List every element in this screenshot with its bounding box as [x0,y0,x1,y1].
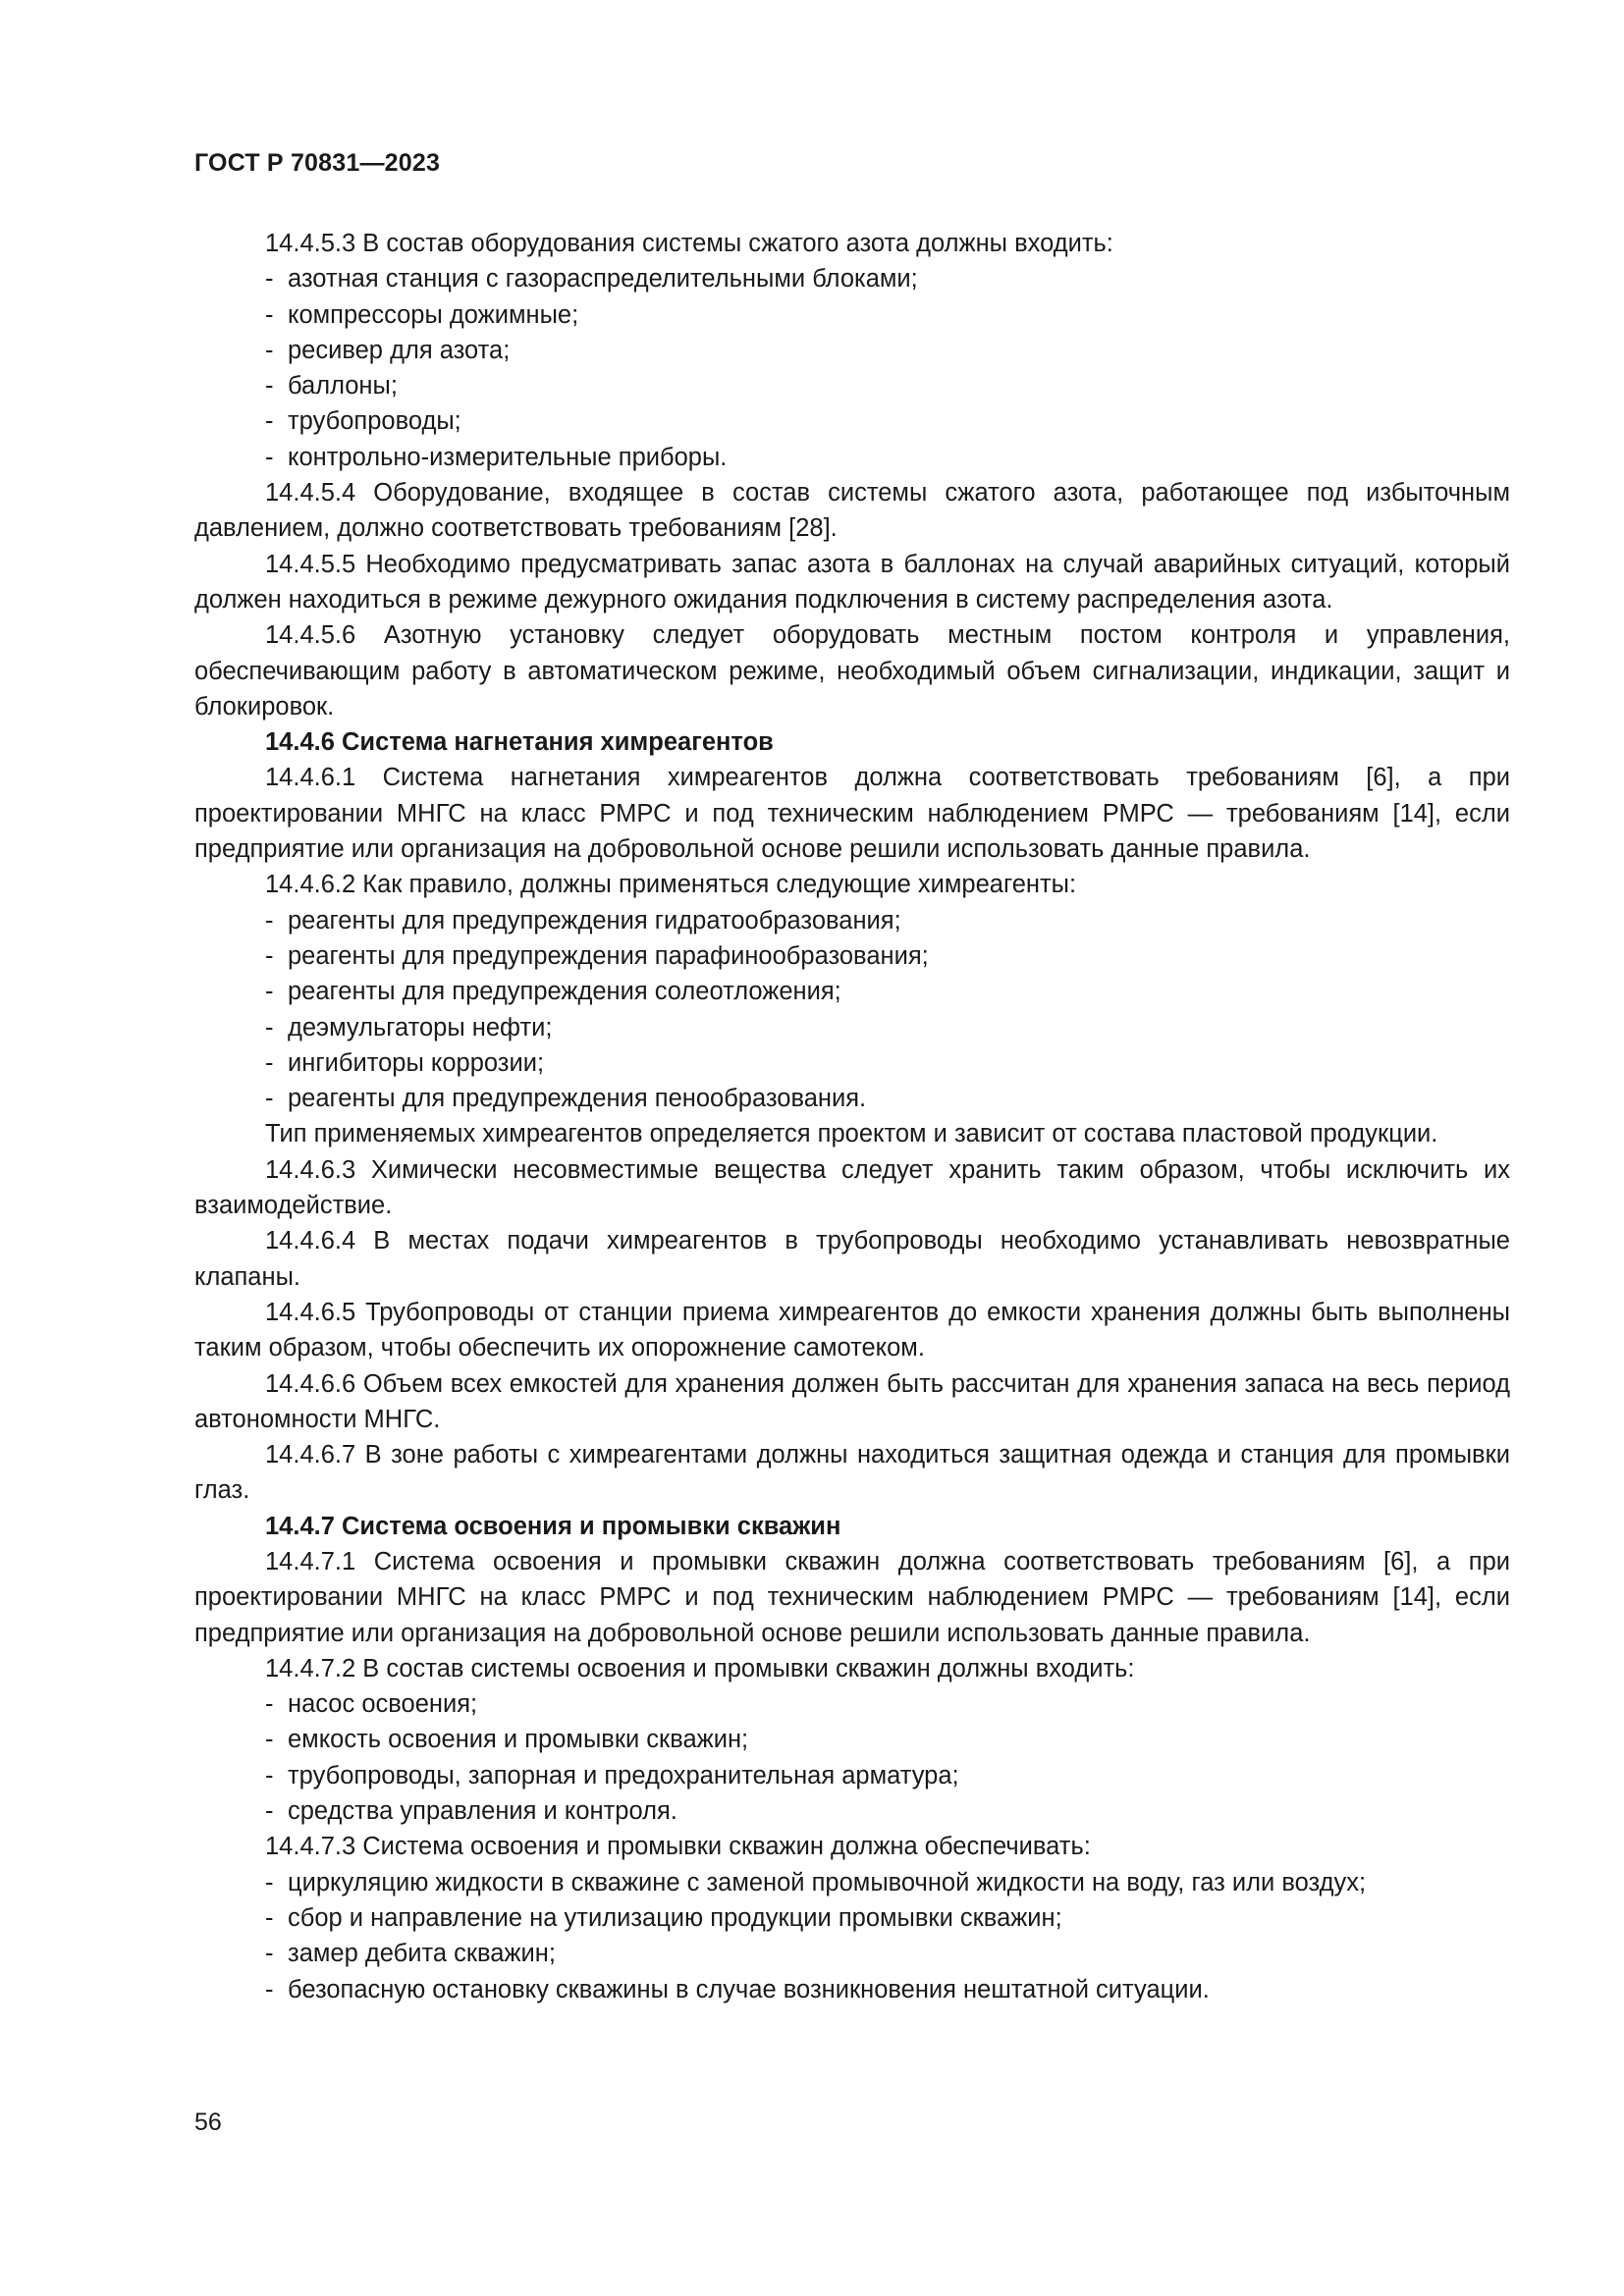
paragraph: 14.4.7.1 Система освоения и промывки скважин должна соответствовать требованиям [6], а при проектировании МНГС на класс РМРС и под техническим наблюдением РМРС — требованиям [14], если предприятие или организация на добровольной основе решили использовать данные правила. [194,1547,1510,1647]
list-marker: - [265,1797,274,1826]
paragraph: 14.4.5.4 Оборудование, входящее в состав системы сжатого азота, работающее под избыточным давлением, должно соответствовать требованиям [28]. [194,479,1510,543]
paragraph: 14.4.5.6 Азотную установку следует оборудовать местным постом контроля и управления, обеспечивающим работу в автоматическом режиме, необходимый объем сигнализации, индикации, защит и блокировок. [194,621,1510,721]
list-item-text: реагенты для предупреждения парафинообразования; [288,941,929,970]
paragraph: 14.4.6.4 В местах подачи химреагентов в трубопроводы необходимо устанавливать невозвратные клапаны. [194,1227,1510,1291]
document-code-header: ГОСТ Р 70831—2023 [194,149,441,177]
paragraph: 14.4.5.3 В состав оборудования системы сжатого азота должны входить: [265,230,1113,257]
paragraph: 14.4.6.7 В зоне работы с химреагентами должны находиться защитная одежда и станция для промывки глаз. [194,1441,1510,1505]
list-marker: - [265,443,274,471]
paragraph: 14.4.6.5 Трубопроводы от станции приема химреагентов до емкости хранения должны быть выполнены таким образом, чтобы обеспечить их опорожнение самотеком. [194,1298,1510,1362]
document-body [194,226,1510,2007]
list-item-text: средства управления и контроля. [288,1797,677,1826]
list-marker: - [265,1048,274,1077]
list-item [194,1686,1510,1722]
list-item [194,1865,1510,1900]
list-marker: - [265,1903,274,1932]
list-marker: - [265,372,274,400]
list-marker: - [265,1013,274,1041]
list-item-text: реагенты для предупреждения гидратообразования; [288,906,901,934]
list-item [194,938,1510,974]
list-item [194,440,1510,475]
list-marker: - [265,300,274,329]
list-marker: - [265,1868,274,1896]
list-item-text: трубопроводы, запорная и предохранительная арматура; [288,1761,959,1789]
list-item-text: циркуляцию жидкости в скважине с заменой промывочной жидкости на воду, газ или воздух; [288,1868,1367,1896]
list-marker: - [265,1690,274,1719]
list-item [194,974,1510,1009]
section-heading: 14.4.6 Система нагнетания химреагентов [265,728,774,757]
paragraph: 14.4.6.3 Химически несовместимые вещества следует хранить таким образом, чтобы исключить их взаимодействие. [194,1155,1510,1220]
list-item [194,403,1510,439]
list-item [194,1045,1510,1081]
list-marker: - [265,1726,274,1754]
list-item [194,1900,1510,1936]
list-marker: - [265,336,274,364]
list-item [194,333,1510,368]
paragraph: 14.4.6.1 Система нагнетания химреагентов должна соответствовать требованиям [6], а при проектировании МНГС на класс РМРС и под техническим наблюдением РМРС — требованиям [14], если предприятие или организация на добровольной основе решили использовать данные правила. [194,764,1510,864]
list-marker: - [265,941,274,970]
list-item-text: ингибиторы коррозии; [288,1048,545,1077]
list-item-text: азотная станция с газораспределительными блоками; [288,265,918,294]
paragraph: Тип применяемых химреагентов определяется проектом и зависит от состава пластовой продукции. [265,1120,1438,1148]
section-heading: 14.4.7 Система освоения и промывки скважин [265,1512,841,1540]
paragraph: 14.4.6.6 Объем всех емкостей для хранения должен быть рассчитан для хранения запаса на весь период автономности МНГС. [194,1369,1510,1433]
paragraph: 14.4.7.3 Система освоения и промывки скважин должна обеспечивать: [265,1833,1091,1861]
page-number: 56 [194,2109,222,2136]
paragraph: 14.4.7.2 В состав системы освоения и промывки скважин должны входить: [265,1654,1135,1682]
list-marker: - [265,265,274,294]
paragraph: 14.4.6.2 Как правило, должны применяться следующие химреагенты: [265,871,1077,899]
list-item-text: контрольно-измерительные приборы. [288,443,728,471]
list-item-text: компрессоры дожимные; [288,300,579,329]
list-item-text: ресивер для азота; [288,336,511,364]
list-item-text: емкость освоения и промывки скважин; [288,1726,749,1754]
list-item-text: баллоны; [288,372,398,400]
list-item [194,368,1510,403]
list-marker: - [265,1761,274,1789]
list-item-text: реагенты для предупреждения солеотложения; [288,978,841,1006]
list-marker: - [265,1085,274,1113]
list-marker: - [265,1940,274,1968]
list-item [194,1936,1510,1971]
list-item-text: трубопроводы; [288,407,461,436]
list-item [194,1758,1510,1793]
list-item [194,1722,1510,1757]
list-item-text: замер дебита скважин; [288,1940,556,1968]
list-item [194,1972,1510,2007]
list-item-text: насос освоения; [288,1690,478,1719]
paragraph: 14.4.5.5 Необходимо предусматривать запас азота в баллонах на случай аварийных ситуаций, который должен находиться в режиме дежурного ожидания подключения в систему распределения азота. [194,550,1510,614]
list-item-text: сбор и направление на утилизацию продукции промывки скважин; [288,1903,1062,1932]
list-item [194,261,1510,296]
list-item [194,1010,1510,1045]
list-item [194,903,1510,938]
list-item [194,1081,1510,1116]
list-marker: - [265,1975,274,2003]
list-item [194,297,1510,333]
list-item-text: реагенты для предупреждения пенообразования. [288,1085,867,1113]
list-marker: - [265,906,274,934]
list-item-text: деэмульгаторы нефти; [288,1013,553,1041]
list-marker: - [265,407,274,436]
list-item [194,1793,1510,1829]
list-item-text: безопасную остановку скважины в случае возникновения нештатной ситуации. [288,1975,1210,2003]
list-marker: - [265,978,274,1006]
